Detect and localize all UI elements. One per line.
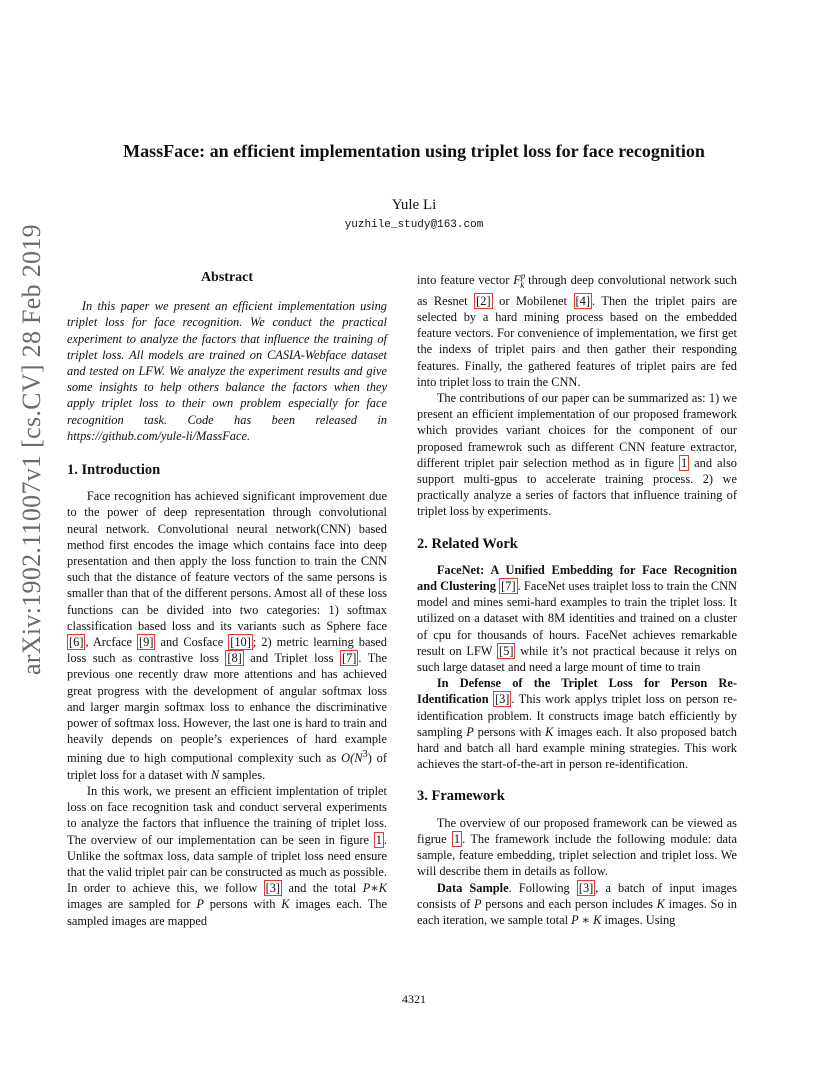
- framework-data-sample-paragraph: Data Sample. Following [3] , a batch of input images consists of P persons and each person includes K images. So in each iteration, we sample total P ∗ K images. Using: [417, 880, 737, 927]
- abstract-heading: Abstract: [200, 270, 254, 285]
- citation-link[interactable]: [5]: [499, 643, 514, 658]
- citation-link[interactable]: [3]: [494, 692, 510, 707]
- math-complexity: O(N: [341, 751, 363, 766]
- citation-link[interactable]: [10]: [230, 635, 251, 650]
- figure-link[interactable]: 1: [453, 831, 461, 846]
- citation-link[interactable]: [3]: [265, 881, 281, 896]
- math-variable: N: [210, 767, 220, 782]
- author-name: Yule Li: [391, 197, 437, 213]
- citation-link[interactable]: [7]: [501, 579, 516, 594]
- author-email: yuzhile_study@163.com: [344, 219, 484, 231]
- intro-paragraph-1: Face recognition has achieved significant improvement due to the power of deep representation through convolutional neural network. Convolutional neural network(CNN) based method first encodes the image which contains face into deep presentation and then apply the loss function to train the CNN such that the distance of feature vectors of the same persons is smaller than that of the different persons. Amost all of these loss functions can be divided into two categories: 1) softmax classification based loss and its variants such as Sphere face [6] , Arcface [9] and Cosface [10] ; 2) metric learning based loss such as contrastive loss [8] and Triplet loss [7] . The previous one recently draw more attentions and has achieved great progress with the development of angular softmax loss and larger margin softmax loss to enhance the discriminative power of softmax loss. However, the last one is hard to train and heavily depends on people’s experiences of hard example mining due to high computional complexity such as $O(N^3)$ of triplet loss for a dataset with N samples.: [67, 489, 388, 782]
- citation-link[interactable]: [7]: [341, 651, 357, 666]
- citation-link[interactable]: [2]: [476, 293, 491, 308]
- math-feature-vector: F: [513, 273, 521, 288]
- citation-link[interactable]: [9]: [139, 635, 154, 650]
- citation-link[interactable]: [6]: [69, 635, 84, 650]
- math-variable: P∗K: [362, 881, 387, 896]
- section-heading-related-work: 2. Related Work: [417, 535, 518, 552]
- abstract-text: In this paper we present an efficient implementation using triplet loss for face recognition. We conduct the practical experiment to analyze the factors that influence the training of triplet loss. All models are trained on CASIA-Webface dataset and tested on LFW. We analyze the experiment results and give some insights to help others balance the factors when they apply triplet loss to their own problem especially for face recognition task. Code has been released in https://github.com/yule-li/MassFace.: [67, 299, 387, 443]
- figure-link[interactable]: 1: [680, 455, 688, 470]
- arxiv-side-stamp: arXiv:1902.11007v1 [cs.CV] 28 Feb 2019: [17, 224, 46, 675]
- intro-paragraph-2: In this work, we present an efficient implentation of triplet loss on face recognition task and conduct serveral experiments to analyze the factors that influence the training of triplet loss. The overview of our implementation can be seen in figure 1 . Unlike the softmax loss, data sample of triplet loss need ensure that the valid triplet pair can be constructed as much as possible. In order to achieve this, we follow [3] and the total P∗K images are sampled for P persons with K images each. The sampled images are mapped: [67, 784, 387, 928]
- figure-link[interactable]: 1: [375, 832, 382, 847]
- right-column: [417, 268, 737, 928]
- math-variable: K: [281, 897, 290, 912]
- page-number: 4321: [402, 992, 426, 1006]
- left-column: [67, 268, 387, 929]
- intro-paragraph-continued: into feature vector $F^p_k$ through deep convolutional network such as Resnet [2] or Mobilenet [4] . Then the triplet pairs are selected by a hard mining process based on the embedded feature vectors. For convenience of implementation, we first get the indexs of triplet pairs and then gather their responding features. Finally, the gathered features of triplet pairs are fed into triplet loss to train the CNN.: [417, 271, 737, 389]
- citation-link[interactable]: [8]: [227, 651, 242, 666]
- section-heading-framework: 3. Framework: [417, 788, 505, 805]
- citation-link[interactable]: [4]: [575, 293, 590, 308]
- related-triplet-paragraph: In Defense of the Triplet Loss for Person Re-Identification [3] . This work applys triplet loss on person re-identification problem. It constructs image batch efficiently by sampling P persons with K images each. It also proposed batch hard and batch all hard example mining strategies. This work achieves the start-of-the-art in person re-identification.: [417, 676, 737, 772]
- section-heading-introduction: 1. Introduction: [67, 462, 161, 479]
- math-variable: P: [196, 897, 204, 912]
- related-facenet-paragraph: FaceNet: A Unified Embedding for Face Recognition and Clustering [7] . FaceNet uses traiplet loss to train the CNN model and mines semi-hard examples to train the triplet loss. It utilized on a dataset with 8M identities and trained on a cluster of cpu for thousands of hours. FaceNet achieves remarkable result on LFW [5] while it’s not practical because it relys on such large dataset and need a large mount of time to train: [417, 562, 737, 675]
- paper-title: MassFace: an efficient implementation using triplet loss for face recognition: [123, 141, 705, 161]
- framework-paragraph-1: The overview of our proposed framework can be viewed as figrue 1 . The framework include the following module: data sample, feature embedding, triplet selection and triplet loss. We will describe them in details as follow.: [417, 815, 737, 879]
- citation-link[interactable]: [3]: [578, 880, 594, 895]
- contributions-paragraph: The contributions of our paper can be summarized as: 1) we present an efficient implementation of our proposed framework which provides variant choices for the component of our proposed framewrok such as different CNN feature extractor, different triplet pair selection method as in figure 1 and also support multi-gpus to accelerate training process. 2) we practically analyze a series of factors that influence training of triplet loss by experiments.: [417, 391, 737, 519]
